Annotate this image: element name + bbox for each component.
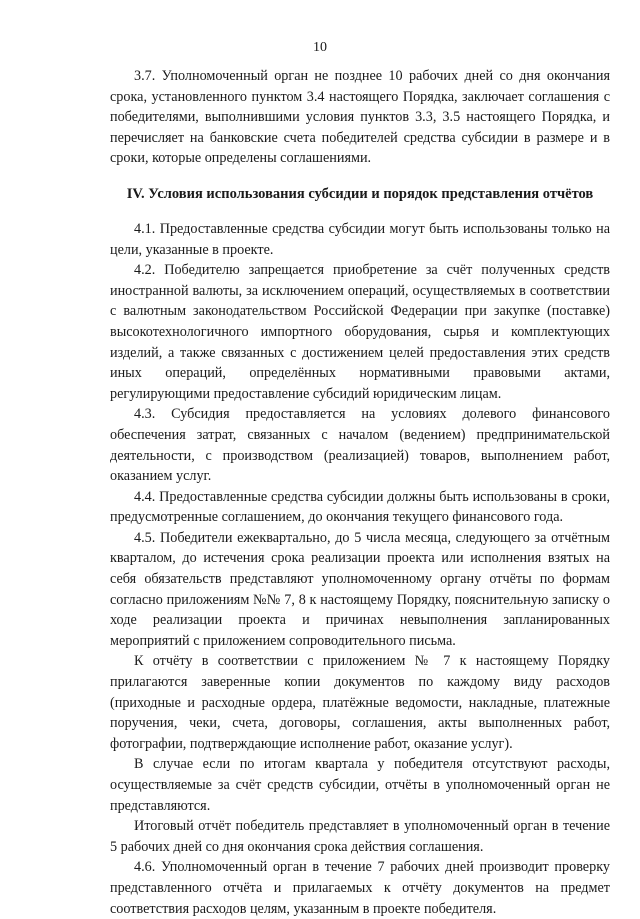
document-body (110, 66, 610, 919)
paragraph-final-report: Итоговый отчёт победитель представляет в уполномоченный орган в течение 5 рабочих дней со дня окончания срока действия соглашения. (110, 818, 610, 855)
paragraph-4-2: 4.2. Победителю запрещается приобретение за счёт полученных средств иностранной валюты, за исключением операций, осуществляемых в соответствии с валютным законодательством Российской Федерации при закупке (поставке) высокотехнологичного импортного оборудования, сырья и комплектующих изделий, а также связанных с достижением целей предоставления этих средств иных операций, определённых нормативными правовыми актами, регулирующими предоставление субсидий юридическим лицам. (110, 262, 610, 402)
paragraph-4-5: 4.5. Победители ежеквартально, до 5 числа месяца, следующего за отчётным кварталом, до истечения срока реализации проекта или исполнения взятых на себя обязательств представляют уполномоченному органу отчёты по формам согласно приложениям №№ 7, 8 к настоящему Порядку, пояснительную записку о ходе реализации проекта и причинах невыполнения запланированных мероприятий с приложением сопроводительного письма. (110, 529, 610, 649)
paragraph-3-7: 3.7. Уполномоченный орган не позднее 10 рабочих дней со дня окончания срока, установленного пунктом 3.4 настоящего Порядка, заключает соглашения с победителями, выполнившими условия пунктов 3.3, 3.5 настоящего Порядка, и перечисляет на банковские счета победителей средства субсидии в размере и в сроки, которые определены соглашениями. (110, 68, 610, 167)
page-number: 10 (313, 40, 327, 55)
paragraph-4-3: 4.3. Субсидия предоставляется на условиях долевого финансового обеспечения затрат, связанных с началом (ведением) предпринимательской деятельности, с производством (реализацией) товаров, выполнением работ, оказанием услуг. (110, 406, 610, 485)
paragraph-report-attachments: К отчёту в соответствии с приложением № 7 к настоящему Порядку прилагаются заверенные копии документов по каждому виду расходов (приходные и расходные ордера, платёжные ведомости, накладные, платежные поручения, чеки, счета, договоры, соглашения, акты выполненных работ, фотографии, подтверждающие исполнение работ, оказание услуг). (110, 653, 610, 752)
paragraph-4-1: 4.1. Предоставленные средства субсидии могут быть использованы только на цели, указанные в проекте. (110, 220, 610, 258)
paragraph-no-expenses: В случае если по итогам квартала у победителя отсутствуют расходы, осуществляемые за счёт средств субсидии, отчёты в уполномоченный орган не представляются. (110, 756, 610, 814)
section-title: IV. Условия использования субсидии и порядок представления отчётов (126, 185, 594, 202)
paragraph-4-4: 4.4. Предоставленные средства субсидии должны быть использованы в сроки, предусмотренные соглашением, до окончания текущего финансового года. (110, 488, 610, 526)
paragraph-4-6: 4.6. Уполномоченный орган в течение 7 рабочих дней производит проверку представленного отчёта и прилагаемых к отчёту документов на предмет соответствия расходов целям, указанным в проекте победителя. (110, 859, 610, 917)
